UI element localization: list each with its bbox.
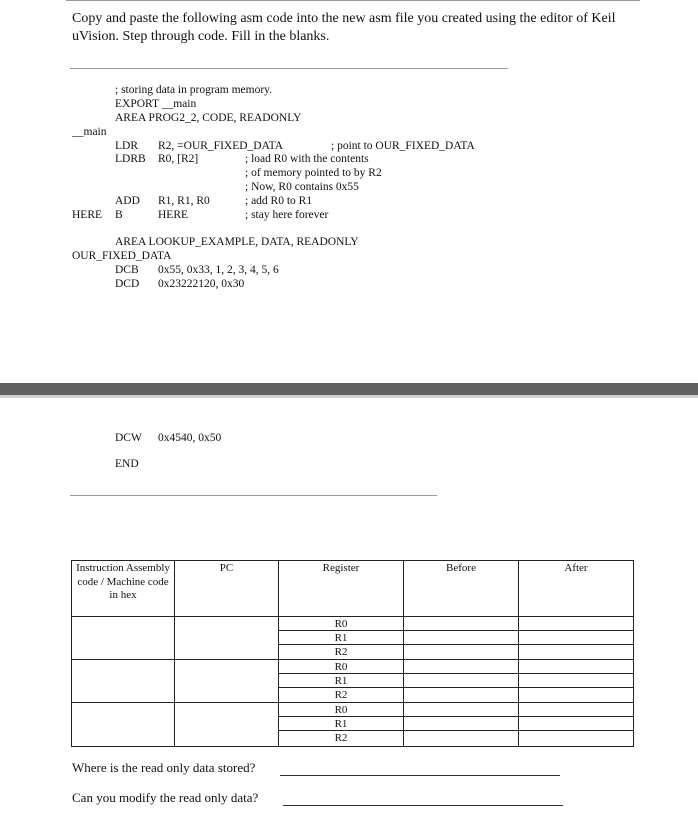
- after-cell[interactable]: [518, 687, 634, 703]
- question-storage: Where is the read only data stored?: [72, 760, 256, 775]
- header-after: After: [564, 562, 588, 574]
- before-cell[interactable]: [403, 716, 519, 731]
- header-instruction: Instruction Assembly code / Machine code in hex: [76, 562, 170, 601]
- intro-rule: [70, 68, 508, 69]
- code-ldrb-comment-1: ; load R0 with the contents: [245, 153, 369, 165]
- header-after-cell: [518, 560, 634, 617]
- header-instruction-cell: [71, 560, 175, 617]
- register-cell: R1: [278, 673, 404, 688]
- code-main-label: __main: [72, 126, 107, 138]
- before-cell[interactable]: [403, 673, 519, 688]
- after-cell[interactable]: [518, 630, 634, 645]
- code-data-label: OUR_FIXED_DATA: [72, 250, 172, 262]
- after-cell[interactable]: [518, 616, 634, 631]
- answer-blank-storage[interactable]: [280, 775, 560, 776]
- before-cell[interactable]: [403, 616, 519, 631]
- after-cell[interactable]: [518, 644, 634, 660]
- instruction-cell-3[interactable]: [71, 702, 175, 747]
- instruction-cell-2[interactable]: [71, 659, 175, 703]
- pc-cell-3[interactable]: [174, 702, 279, 747]
- code-area-prog: AREA PROG2_2, CODE, READONLY: [115, 112, 302, 124]
- header-pc: PC: [219, 562, 234, 574]
- register-cell: R1: [278, 716, 404, 731]
- before-cell[interactable]: [403, 687, 519, 703]
- code-end-rule: [70, 495, 437, 496]
- register-cell: R1: [278, 630, 404, 645]
- after-cell[interactable]: [518, 659, 634, 674]
- before-cell[interactable]: [403, 659, 519, 674]
- pc-cell-1[interactable]: [174, 616, 279, 660]
- code-ldr-op: LDR: [115, 140, 138, 152]
- register-cell: R2: [278, 644, 404, 660]
- after-cell[interactable]: [518, 673, 634, 688]
- pc-cell-2[interactable]: [174, 659, 279, 703]
- register-cell: R0: [278, 616, 404, 631]
- code-dcd-op: DCD: [115, 278, 140, 290]
- intro-text: Copy and paste the following asm code into the new asm file you created using the editor of Keil uVision. Step through code. Fill in the blanks.: [72, 11, 616, 44]
- code-ldr-args: R2, =OUR_FIXED_DATA: [158, 140, 284, 152]
- header-before-cell: [403, 560, 519, 617]
- code-dcb-op: DCB: [115, 264, 139, 276]
- code-add-op: ADD: [115, 195, 140, 207]
- register-cell: R2: [278, 730, 404, 747]
- register-cell: R2: [278, 687, 404, 703]
- register-cell: R0: [278, 702, 404, 717]
- code-dcw-op: DCW: [115, 432, 142, 444]
- question-modify: Can you modify the read only data?: [72, 790, 259, 805]
- code-b-op: B: [115, 209, 123, 221]
- code-add-args: R1, R1, R0: [158, 195, 210, 207]
- code-ldr-comment: ; point to OUR_FIXED_DATA: [331, 140, 475, 152]
- before-cell[interactable]: [403, 630, 519, 645]
- code-b-args: HERE: [158, 209, 189, 221]
- before-cell[interactable]: [403, 730, 519, 747]
- code-here-label: HERE: [72, 209, 103, 221]
- code-add-comment: ; add R0 to R1: [245, 195, 313, 207]
- before-cell[interactable]: [403, 702, 519, 717]
- header-pc-cell: [174, 560, 279, 617]
- code-comment-storing: ; storing data in program memory.: [115, 84, 273, 96]
- code-ldrb-comment-2: ; of memory pointed to by R2: [245, 167, 382, 179]
- code-dcb-args: 0x55, 0x33, 1, 2, 3, 4, 5, 6: [158, 264, 279, 276]
- after-cell[interactable]: [518, 730, 634, 747]
- answer-blank-modify[interactable]: [283, 805, 563, 806]
- after-cell[interactable]: [518, 702, 634, 717]
- before-cell[interactable]: [403, 644, 519, 660]
- top-rule: [66, 0, 640, 1]
- code-ldrb-op: LDRB: [115, 153, 146, 165]
- instruction-cell-1[interactable]: [71, 616, 175, 660]
- register-cell: R0: [278, 659, 404, 674]
- page-break-band-edge: [0, 395, 698, 398]
- header-register-cell: [278, 560, 404, 617]
- code-end: END: [115, 458, 139, 470]
- after-cell[interactable]: [518, 716, 634, 731]
- code-dcw-args: 0x4540, 0x50: [158, 432, 222, 444]
- code-ldrb-comment-3: ; Now, R0 contains 0x55: [245, 181, 359, 193]
- code-b-comment: ; stay here forever: [245, 209, 329, 221]
- code-ldrb-args: R0, [R2]: [158, 153, 199, 165]
- header-before: Before: [446, 562, 476, 574]
- header-register: Register: [322, 562, 360, 574]
- page-break-band: [0, 383, 698, 395]
- code-export: EXPORT __main: [115, 98, 197, 110]
- code-area-lookup: AREA LOOKUP_EXAMPLE, DATA, READONLY: [115, 236, 359, 248]
- code-dcd-args: 0x23222120, 0x30: [158, 278, 245, 290]
